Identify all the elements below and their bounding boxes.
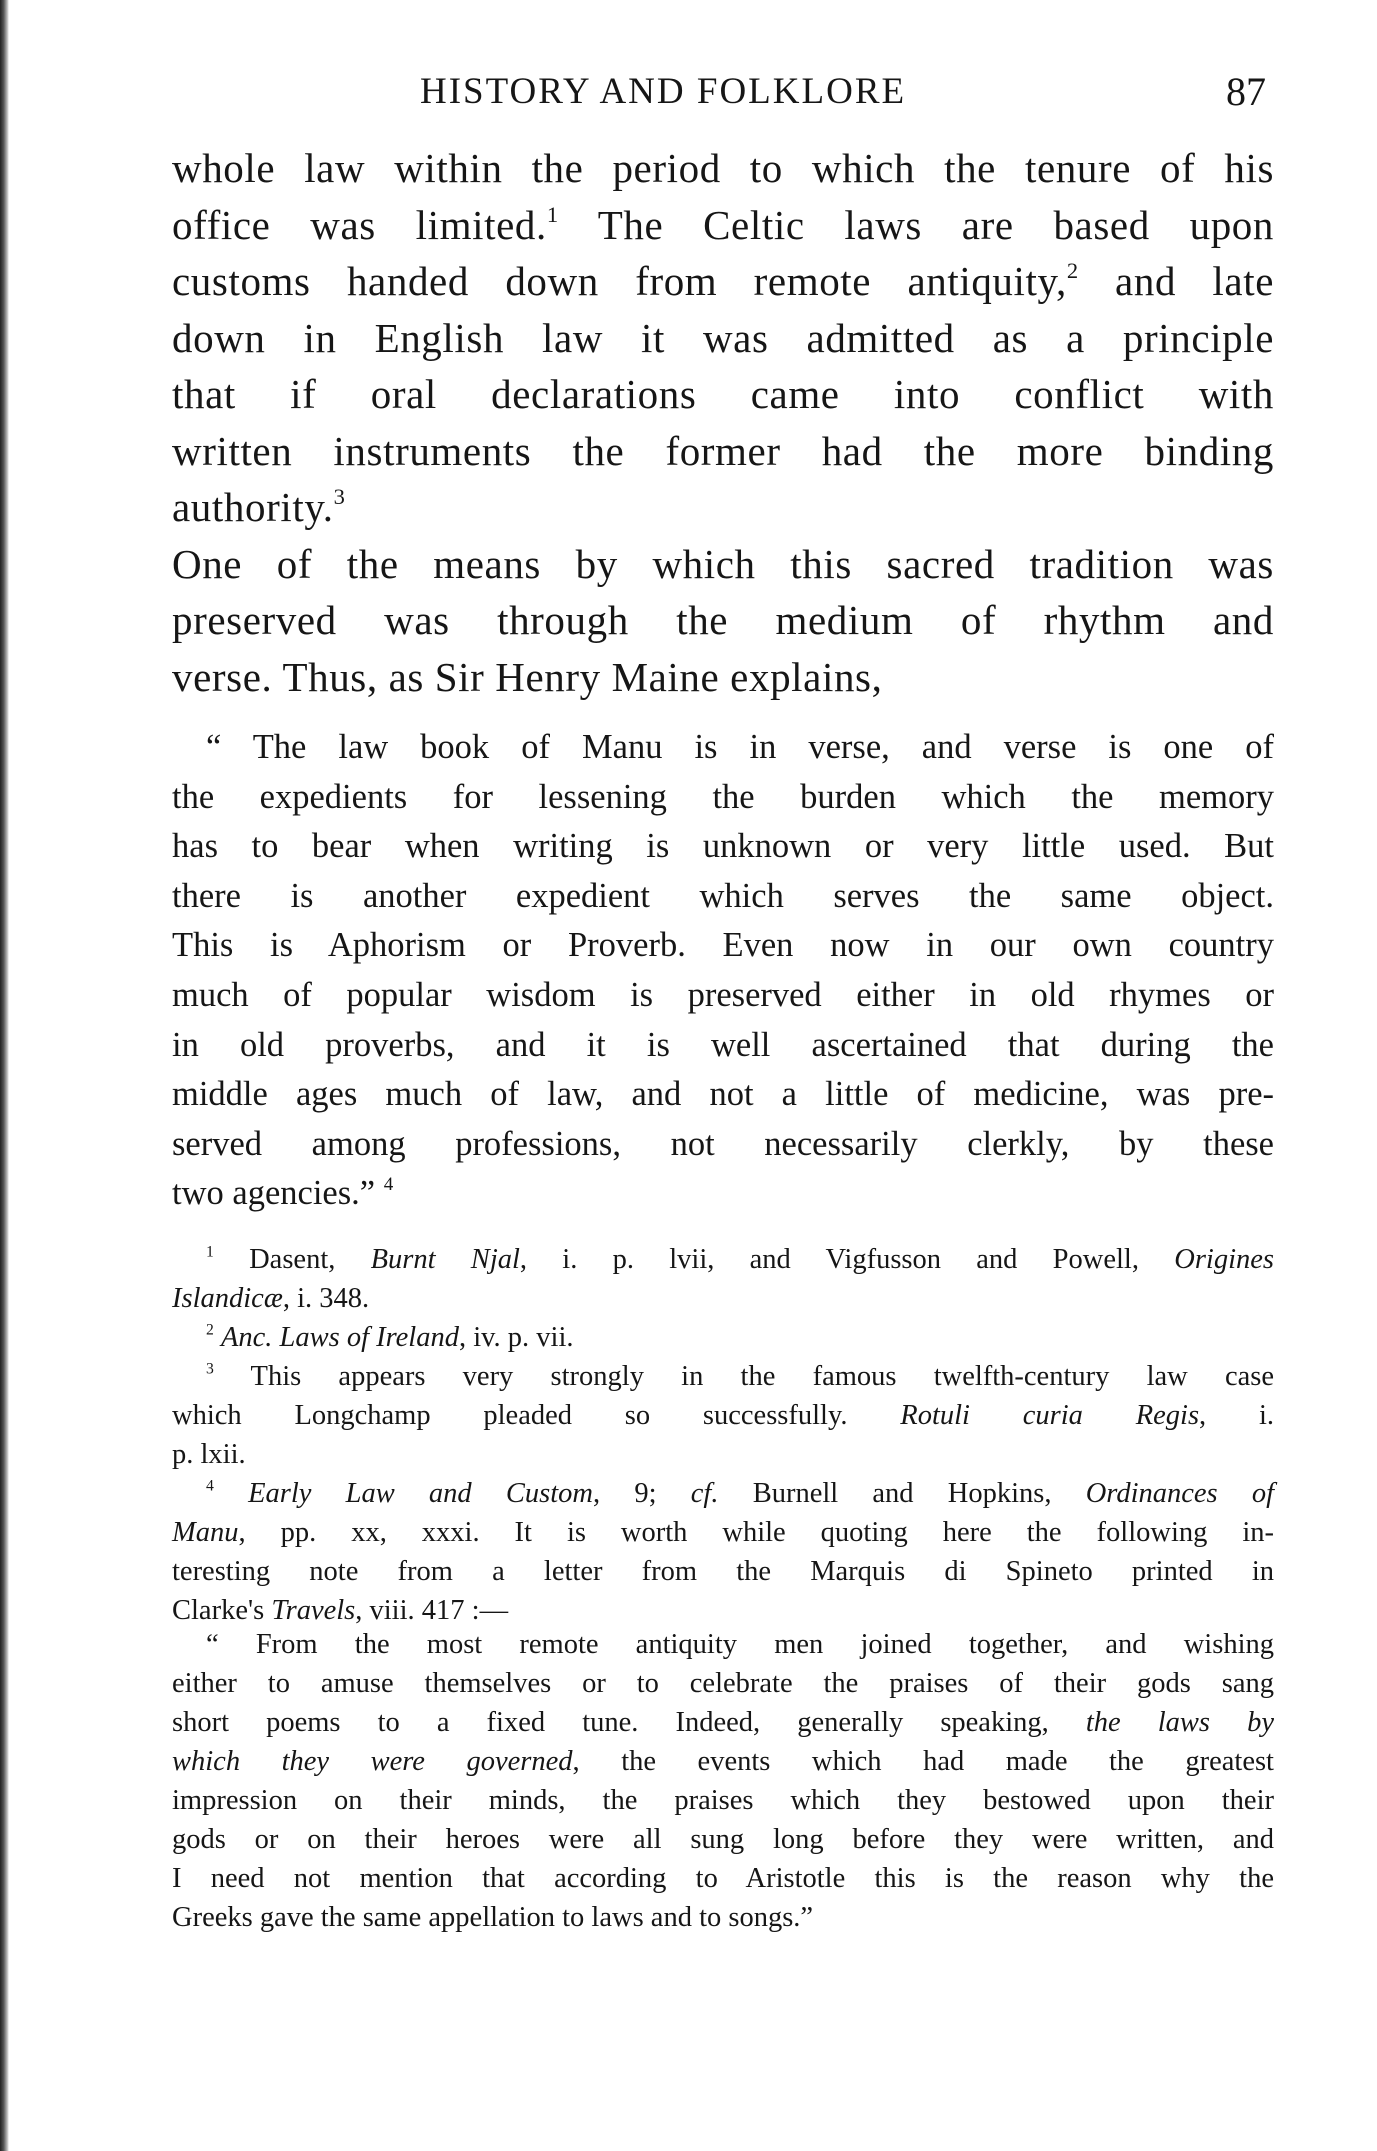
page-number: 87: [1226, 69, 1266, 114]
text-run: written instruments the former had the more binding: [172, 427, 1274, 474]
text-run: , iv. p. vii.: [458, 1322, 574, 1353]
text-run: , the events which had made the greatest: [572, 1746, 1274, 1777]
text-run: served among professions, not necessarily clerkly, by these: [172, 1124, 1274, 1163]
text-run: the expedients for lessening the burden which the memory: [172, 777, 1274, 816]
text-line: [172, 1318, 1274, 1357]
text-run: One of the means by which this sacred tradition was: [172, 540, 1274, 587]
text-line: [172, 1742, 1274, 1781]
text-line: [172, 1625, 1274, 1664]
text-run: p. lxii.: [172, 1439, 246, 1470]
text-line: [172, 872, 1274, 922]
italic-run: Early Law and Custom: [248, 1478, 594, 1509]
text-line: [172, 423, 1274, 480]
text-run: middle ages much of law, and not a little of medicine, was pre-: [172, 1075, 1274, 1114]
text-run: preserved was through the medium of rhythm and: [172, 597, 1274, 643]
text-line: [172, 1820, 1274, 1859]
text-run: which Longchamp pleaded so successfully.: [172, 1400, 901, 1431]
text-run: , i. 348.: [282, 1283, 370, 1314]
text-line: [172, 921, 1274, 971]
italic-run: Origines: [1174, 1244, 1274, 1275]
text-line: [172, 197, 1274, 254]
text-line: [172, 971, 1274, 1021]
text-run: , 9;: [593, 1478, 691, 1509]
footnote-marker: 1: [546, 201, 559, 227]
footnote-marker: 4: [206, 1477, 214, 1495]
text-line: [172, 1240, 1274, 1279]
italic-run: cf.: [690, 1478, 719, 1509]
italic-run: Rotuli curia Regis: [900, 1400, 1200, 1431]
text-run: short poems to a fixed tune. Indeed, generally speaking,: [172, 1707, 1086, 1738]
text-line: [172, 1120, 1274, 1170]
italic-run: Anc. Laws of Ireland: [220, 1322, 459, 1353]
italic-run: Ordinances of: [1085, 1478, 1275, 1509]
text-run: “ From the most remote antiquity men joined together, and wishing: [206, 1629, 1274, 1660]
text-line: [172, 140, 1274, 197]
block-quote: [172, 723, 1274, 1219]
text-line: [172, 1513, 1274, 1552]
text-line: [172, 1474, 1274, 1513]
footnote-quote: [172, 1625, 1274, 1937]
italic-run: Burnt Njal: [370, 1244, 520, 1275]
text-run: teresting note from a letter from the Marquis di Spineto printed in: [172, 1556, 1274, 1587]
italic-run: Travels: [271, 1595, 356, 1626]
footnote-marker: 2: [1066, 258, 1079, 284]
italic-run: which they were governed: [172, 1746, 573, 1777]
italic-run: Manu: [172, 1517, 239, 1548]
text-run: whole law within the period to which the tenure of his: [172, 145, 1274, 191]
text-run: has to bear when writing is unknown or very little used. But: [172, 827, 1274, 866]
text-line: [172, 1169, 1274, 1219]
text-run: that if oral declarations came into conflict with: [172, 371, 1274, 417]
text-line: [172, 1859, 1274, 1898]
text-line: [172, 1435, 1274, 1474]
text-run: much of popular wisdom is preserved either in old rhymes or: [172, 975, 1274, 1014]
text-line: [172, 723, 1274, 773]
text-run: [214, 1322, 221, 1353]
text-run: down in English law it was admitted as a principle: [172, 314, 1274, 361]
text-line: [172, 479, 1274, 536]
footnote-marker: 1: [206, 1243, 214, 1261]
footnotes: [172, 1240, 1274, 1630]
text-run: and late: [1078, 258, 1274, 304]
text-line: [172, 536, 1274, 593]
footnote-marker: 4: [383, 1174, 394, 1196]
text-run: two agencies.”: [172, 1174, 384, 1213]
running-title: HISTORY AND FOLKLORE: [420, 71, 907, 112]
text-run: Greeks gave the same appellation to laws and to songs.”: [172, 1902, 814, 1933]
text-run: , i.: [1199, 1400, 1274, 1431]
text-line: [172, 1703, 1274, 1742]
text-run: , viii. 417 :—: [355, 1595, 509, 1626]
text-line: [172, 592, 1274, 649]
text-line: [172, 649, 1274, 706]
text-run: there is another expedient which serves the same object.: [172, 876, 1274, 915]
footnote-marker: 3: [206, 1360, 214, 1378]
text-line: [172, 1396, 1274, 1435]
footnote-marker: 2: [206, 1321, 214, 1339]
text-run: either to amuse themselves or to celebrate the praises of their gods sang: [172, 1668, 1274, 1699]
text-run: office was limited.: [172, 201, 547, 248]
text-line: [172, 1664, 1274, 1703]
text-run: Burnell and Hopkins,: [718, 1478, 1086, 1509]
text-line: [172, 366, 1274, 423]
text-run: , pp. xx, xxxi. It is worth while quoting here the following in-: [238, 1517, 1274, 1548]
text-run: This is Aphorism or Proverb. Even now in our own country: [172, 926, 1274, 965]
text-run: gods or on their heroes were all sung long before they were written, and: [172, 1824, 1274, 1855]
text-run: verse. Thus, as Sir Henry Maine explains,: [172, 653, 883, 700]
text-run: impression on their minds, the praises which they bestowed upon their: [172, 1785, 1274, 1816]
text-line: [172, 1070, 1274, 1120]
text-run: This appears very strongly in the famous twelfth-century law case: [213, 1361, 1274, 1392]
text-run: in old proverbs, and it is well ascertained that during the: [172, 1025, 1274, 1064]
text-run: Clarke's: [172, 1595, 272, 1626]
body-text: [172, 140, 1274, 705]
text-line: [172, 1781, 1274, 1820]
text-line: [172, 1279, 1274, 1318]
text-run: Dasent,: [213, 1244, 371, 1275]
text-line: [172, 1021, 1274, 1071]
text-line: [172, 310, 1274, 367]
scan-edge-shadow: [0, 0, 9, 2151]
text-line: [172, 1898, 1274, 1937]
italic-run: the laws by: [1085, 1707, 1274, 1738]
text-line: [172, 253, 1274, 310]
italic-run: Islandicæ: [172, 1283, 283, 1314]
text-run: [214, 1478, 248, 1509]
text-line: [172, 1552, 1274, 1591]
text-run: , i. p. lvii, and Vigfusson and Powell,: [519, 1244, 1175, 1275]
text-line: [172, 822, 1274, 872]
text-run: customs handed down from remote antiquity,: [172, 258, 1067, 304]
text-run: The Celtic laws are based upon: [558, 201, 1274, 248]
text-line: [172, 773, 1274, 823]
text-run: I need not mention that according to Aristotle this is the reason why the: [172, 1863, 1274, 1894]
text-run: “ The law book of Manu is in verse, and verse is one of: [206, 728, 1274, 766]
footnote-marker: 3: [333, 484, 346, 510]
text-line: [172, 1357, 1274, 1396]
text-run: authority.: [172, 484, 334, 530]
